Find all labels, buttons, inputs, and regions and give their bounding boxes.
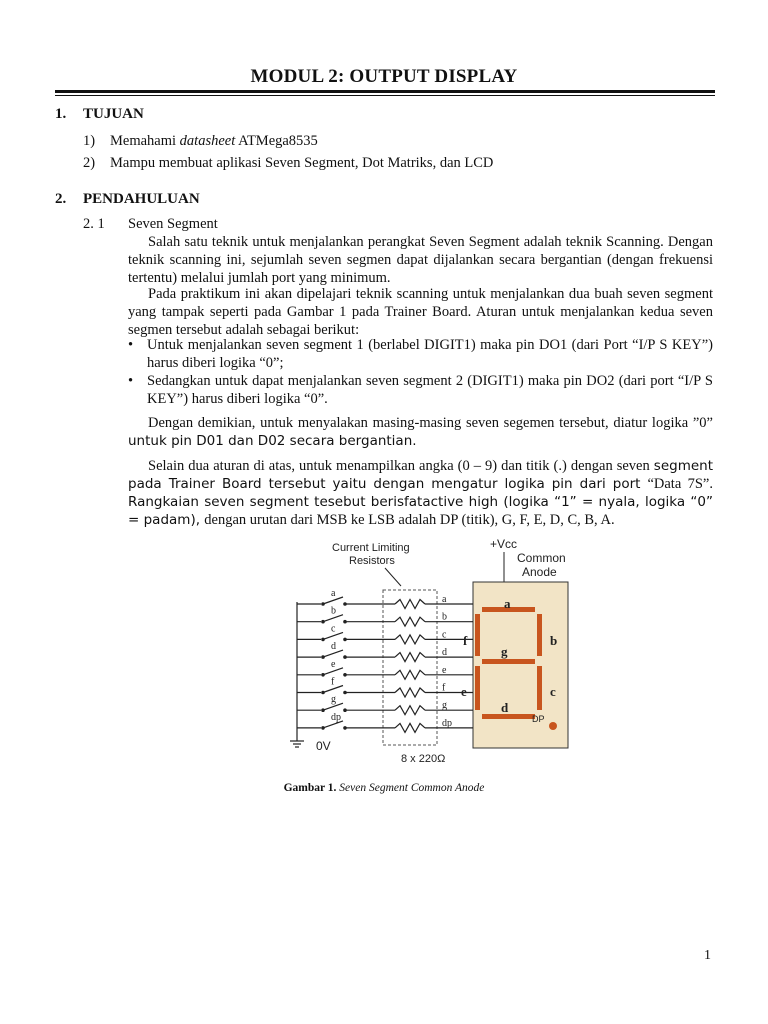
item-text: ATMega8535 [235, 133, 318, 149]
section-number: 1. [55, 106, 67, 122]
seven-segment-circuit [285, 532, 585, 772]
resistor-symbol [395, 635, 425, 644]
pin-label: f [442, 682, 446, 694]
caption-label: Gambar 1. [283, 782, 337, 794]
resistor-symbol [395, 723, 425, 732]
segment-dp [549, 722, 557, 730]
vcc-label: +Vcc [490, 537, 518, 551]
list-item-objective-2 [83, 155, 493, 172]
switch-label: a [331, 588, 336, 599]
paragraph-aturan [128, 457, 713, 529]
pin-label: e [442, 664, 447, 676]
ground-label: 0V [316, 739, 331, 753]
paragraph-scanning: Salah satu teknik untuk menjalankan perangkat Seven Segment adalah teknik Scanning. Dengan teknik scanning ini, sejumlah seven segmen dapat dijalankan secara bergantian (dengan frekuensi tertentu) melalui jumlah port yang minimum. [128, 234, 713, 286]
subsection-number: 2. 1 [83, 216, 105, 232]
paragraph-text: Selain dua aturan di atas, untuk menampilkan angka (0 – 9) dan titik (.) dengan seven [148, 458, 654, 474]
bullet-digit1 [128, 336, 713, 372]
circuit-row [297, 694, 473, 715]
list-item-objective-1 [83, 133, 318, 150]
switch-label: e [331, 658, 336, 670]
circuit-row [297, 588, 473, 609]
page-number: 1 [704, 948, 711, 963]
section-heading-tujuan [55, 106, 144, 123]
resistor-symbol [395, 670, 425, 679]
paragraph-text-sans: Rangkaian seven segment tesebut berisfatactive high (logika “1” = nyala, logika “0” = padam), [128, 494, 713, 528]
circuit-row [297, 659, 473, 680]
figure-caption [0, 782, 768, 794]
paragraph-text: dengan urutan dari MSB ke LSB adalah DP (titik), G, F, E, D, C, B, A. [204, 512, 615, 528]
caption-text: Seven Segment Common Anode [336, 782, 485, 794]
resistor-array-box [383, 590, 437, 745]
resistor-symbol [395, 617, 425, 626]
pin-label: b [442, 611, 447, 623]
bullet-digit2 [128, 372, 713, 408]
segment-g [482, 659, 535, 664]
anode-label-line2: Anode [522, 565, 557, 579]
segment-label-g: g [501, 644, 508, 659]
circuit-row [297, 677, 473, 698]
segment-b [537, 614, 542, 656]
segment-d [482, 714, 535, 719]
subsection-heading [83, 216, 218, 233]
segment-label-dp: DP [532, 714, 545, 724]
anode-label-line1: Common [517, 551, 566, 565]
segment-label-c: c [550, 684, 556, 699]
pin-label: dp [442, 717, 452, 729]
pin-label: a [442, 594, 447, 605]
segment-f [475, 614, 480, 656]
paragraph-praktikum: Pada praktikum ini akan dipelajari teknik scanning untuk menjalankan dua buah seven segment yang tampak seperti pada Gambar 1 pada Trainer Board. Aturan untuk menjalankan kedua seven segmen tersebut adalah sebagai berikut: [128, 286, 713, 338]
page-title: MODUL 2: OUTPUT DISPLAY [250, 66, 518, 87]
resistors-pointer [385, 568, 401, 586]
resistor-symbol [395, 706, 425, 715]
resistors-label-line1: Current Limiting [332, 542, 410, 554]
switch-label: f [331, 676, 335, 688]
item-text: Mampu membuat aplikasi Seven Segment, Dot Matriks, dan LCD [110, 155, 494, 171]
switch-label: b [331, 605, 336, 617]
segment-label-a: a [504, 596, 511, 611]
item-number: 1) [83, 133, 96, 149]
title-rule-thick [55, 90, 715, 93]
paragraph-demikian [128, 414, 713, 450]
segment-label-e: e [461, 684, 467, 699]
section-number: 2. [55, 191, 67, 207]
resistors-label-line2: Resistors [349, 555, 395, 567]
resistor-symbol [395, 653, 425, 662]
segment-label-d: d [501, 700, 509, 715]
resistor-symbol [395, 688, 425, 697]
section-heading-pendahuluan [55, 191, 200, 208]
item-number: 2) [83, 155, 96, 171]
section-title: PENDAHULUAN [83, 191, 200, 207]
bullet-dot: • [128, 337, 134, 353]
pin-label: c [442, 629, 447, 641]
bullet-text: Sedangkan untuk dapat menjalankan seven segment 2 (DIGIT1) maka pin DO2 (dari port “I/P S KEY”) harus diberi logika “0”. [147, 373, 713, 407]
switch-label: c [331, 623, 336, 635]
section-title: TUJUAN [83, 106, 144, 122]
resistor-value-label: 8 x 220Ω [401, 753, 446, 765]
segment-label-f: f [463, 633, 468, 648]
switch-label: d [331, 641, 336, 653]
paragraph-text-sans: segment pada Trainer Board tersebut yaitu dengan mengatur logika pin dari port [128, 458, 713, 492]
item-italic-text: datasheet [179, 133, 236, 149]
paragraph-text: Dengan demikian, untuk menyalakan masing-masing seven segemen tersebut, diatur logika ”0” [148, 415, 713, 431]
segment-label-b: b [550, 633, 558, 648]
pin-label: g [442, 700, 447, 712]
resistor-symbol [395, 600, 425, 609]
bullet-text: Untuk menjalankan seven segment 1 (berlabel DIGIT1) maka pin DO1 (dari Port “I/P S KEY”) harus diberi logika “0”; [147, 337, 713, 371]
circuit-row [297, 606, 473, 627]
switch-resistor-rows [297, 588, 473, 732]
paragraph-text: “Data 7S”. [647, 476, 713, 492]
circuit-row [297, 712, 473, 733]
title-rule-thin [55, 95, 715, 96]
circuit-row [297, 641, 473, 662]
subsection-title: Seven Segment [128, 216, 218, 232]
bullet-dot: • [128, 373, 134, 389]
segment-e [475, 666, 480, 710]
paragraph-text-sans: untuk pin D01 dan D02 secara bergantian. [128, 433, 417, 449]
segment-c [537, 666, 542, 710]
seven-segment-diagram [285, 532, 585, 772]
pin-label: d [442, 647, 447, 659]
circuit-row [297, 623, 473, 644]
item-text: Memahami [110, 133, 180, 149]
switch-label: g [331, 694, 336, 706]
switch-label: dp [331, 711, 341, 723]
